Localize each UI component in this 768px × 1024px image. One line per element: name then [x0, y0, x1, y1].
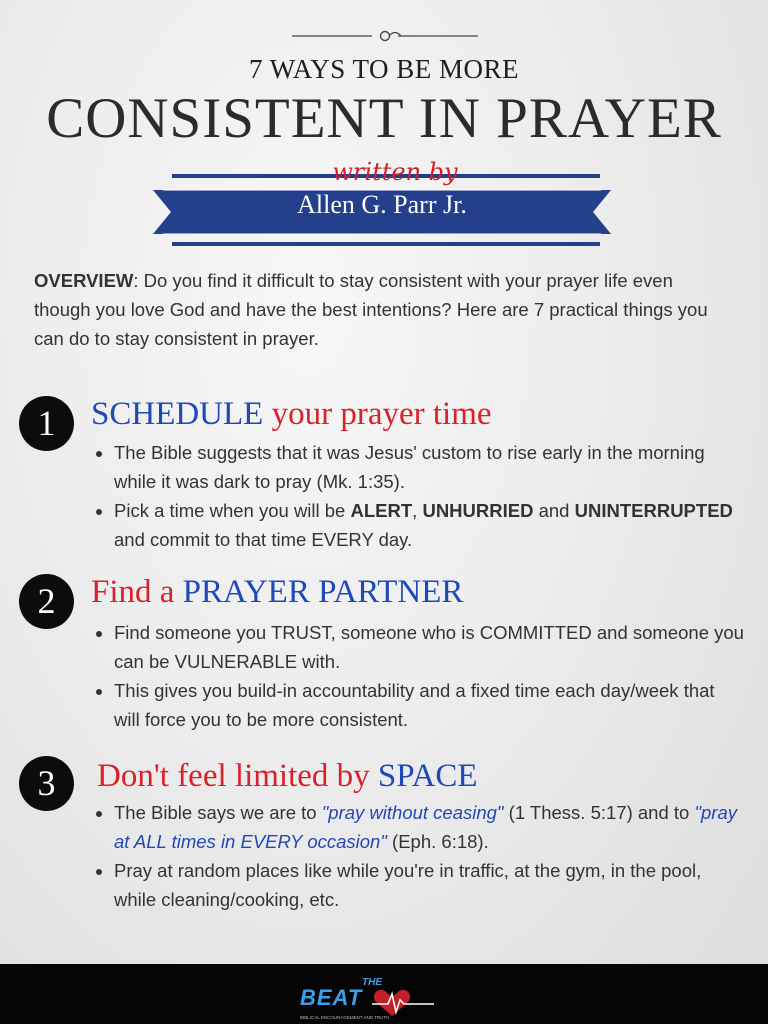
tip-heading-3-emphasis: SPACE — [377, 758, 478, 794]
overview-paragraph — [34, 266, 724, 353]
bullet-item: • The Bible suggests that it was Jesus' custom to rise early in the morning while it was dark to pray (Mk. 1:35). — [114, 438, 744, 496]
tip-bullets-3 — [92, 798, 744, 914]
bottom-rule — [172, 242, 600, 246]
tip-heading-2-rest: Find a — [91, 574, 183, 610]
written-by-label: written by — [332, 158, 458, 186]
title-kicker: 7 WAYS TO BE MORE — [248, 54, 520, 84]
tip-bullets-1 — [92, 438, 744, 554]
bullet-item: • The Bible says we are to "pray without ceasing" (1 Thess. 5:17) and to "pray at ALL times in EVERY occasion" (Eph. 6:18). — [114, 798, 744, 856]
overview-label: OVERVIEW — [34, 270, 134, 291]
svg-text:THE: THE — [362, 977, 382, 988]
tip-heading-3-rest: Don't feel limited by — [97, 758, 378, 794]
bullet-item: • Pick a time when you will be ALERT, UNHURRIED and UNINTERRUPTED and commit to that time EVERY day. — [114, 496, 744, 554]
overview-text: : Do you find it difficult to stay consistent with your prayer life even though you love God and have the best intentions? Here are 7 practical things you can do to stay consistent in prayer. — [34, 270, 708, 349]
flourish-ornament-icon — [292, 24, 478, 46]
tip-heading-3 — [97, 758, 478, 795]
bullet-item: • Pray at random places like while you're in traffic, at the gym, in the pool, while cleaning/cooking, etc. — [114, 856, 744, 914]
tip-heading-1-rest: your prayer time — [263, 396, 492, 432]
svg-text:BEAT: BEAT — [300, 985, 363, 1010]
tip-heading-1-emphasis: SCHEDULE — [91, 396, 264, 432]
tip-heading-1 — [91, 396, 492, 433]
svg-text:BIBLICAL ENCOURAGEMENT AND TRU: BIBLICAL ENCOURAGEMENT AND TRUTH — [300, 1015, 390, 1020]
the-beat-logo — [288, 972, 438, 1024]
tip-heading-2-emphasis: PRAYER PARTNER — [182, 574, 464, 610]
tip-bullets-2 — [92, 618, 744, 734]
number-badge-3: 3 — [19, 756, 74, 811]
bullet-item: • This gives you build-in accountability and a fixed time each day/week that will force you to be more consistent. — [114, 676, 744, 734]
page-title: CONSISTENT IN PRAYER — [46, 87, 722, 150]
number-badge-1: 1 — [19, 396, 74, 451]
tip-heading-2 — [91, 574, 463, 611]
bullet-item: • Find someone you TRUST, someone who is COMMITTED and someone you can be VULNERABLE with. — [114, 618, 744, 676]
scripture-quote: "pray without ceasing" — [321, 802, 504, 823]
author-name: Allen G. Parr Jr. — [297, 190, 467, 219]
scripture-quote: "pray at ALL times in EVERY occasion" — [114, 802, 738, 852]
number-badge-2: 2 — [19, 574, 74, 629]
